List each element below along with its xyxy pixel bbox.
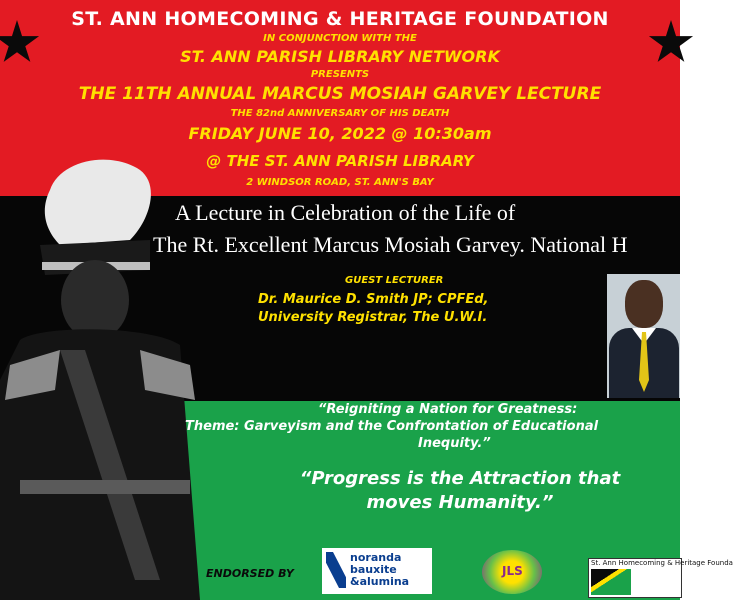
guest-lecturer-label: GUEST LECTURER xyxy=(345,275,444,286)
belt-shape xyxy=(20,480,190,494)
guest-lecturer-role: University Registrar, The U.W.I. xyxy=(258,310,488,325)
theme-line-1: “Reigniting a Nation for Greatness: xyxy=(318,402,578,417)
face-shape xyxy=(61,260,129,340)
celebration-line-2: The Rt. Excellent Marcus Mosiah Garvey. National H xyxy=(153,232,628,257)
endorsed-by-label: ENDORSED BY xyxy=(206,567,294,580)
noranda-word-3: &alumina xyxy=(350,575,410,588)
noranda-mark-icon xyxy=(326,552,346,588)
theme-line-3: Inequity.” xyxy=(418,436,491,451)
event-address: 2 WINDSOR ROAD, ST. ANN'S BAY xyxy=(246,177,434,188)
celebration-line-1: A Lecture in Celebration of the Life of xyxy=(175,200,516,225)
quote-line-2: moves Humanity.” xyxy=(366,492,554,513)
theme-line-2: Theme: Garveyism and the Confrontation of Educational xyxy=(185,419,599,434)
event-date: FRIDAY JUNE 10, 2022 @ 10:30am xyxy=(188,124,492,143)
conjunction-text: IN CONJUNCTION WITH THE xyxy=(263,33,417,44)
noranda-word-2: bauxite xyxy=(350,563,397,576)
garvey-portrait xyxy=(0,150,200,600)
anniversary-text: THE 82nd ANNIVERSARY OF HIS DEATH xyxy=(230,108,450,119)
jls-logo xyxy=(476,548,548,596)
guest-lecturer-name: Dr. Maurice D. Smith JP; CPFEd, xyxy=(258,292,489,307)
plume-shape xyxy=(45,160,151,245)
noranda-word-1: noranda xyxy=(350,551,402,564)
lecture-title: THE 11TH ANNUAL MARCUS MOSIAH GARVEY LECTURE xyxy=(78,84,602,104)
noranda-logo xyxy=(322,548,432,594)
library-network-title: ST. ANN PARISH LIBRARY NETWORK xyxy=(180,47,500,66)
presents-text: PRESENTS xyxy=(310,69,370,80)
jls-text: JLS xyxy=(502,564,523,578)
jamaica-flag-icon xyxy=(591,569,631,595)
homecoming-logo-text: St. Ann Homecoming & Heritage Founda xyxy=(591,559,733,567)
guest-lecturer-photo xyxy=(607,274,680,398)
quote-line-1: “Progress is the Attraction that xyxy=(299,468,621,489)
photo-head xyxy=(625,280,663,328)
event-venue: @ THE ST. ANN PARISH LIBRARY xyxy=(206,152,474,170)
homecoming-logo xyxy=(588,558,733,598)
foundation-title: ST. ANN HOMECOMING & HERITAGE FOUNDATION xyxy=(71,8,609,30)
